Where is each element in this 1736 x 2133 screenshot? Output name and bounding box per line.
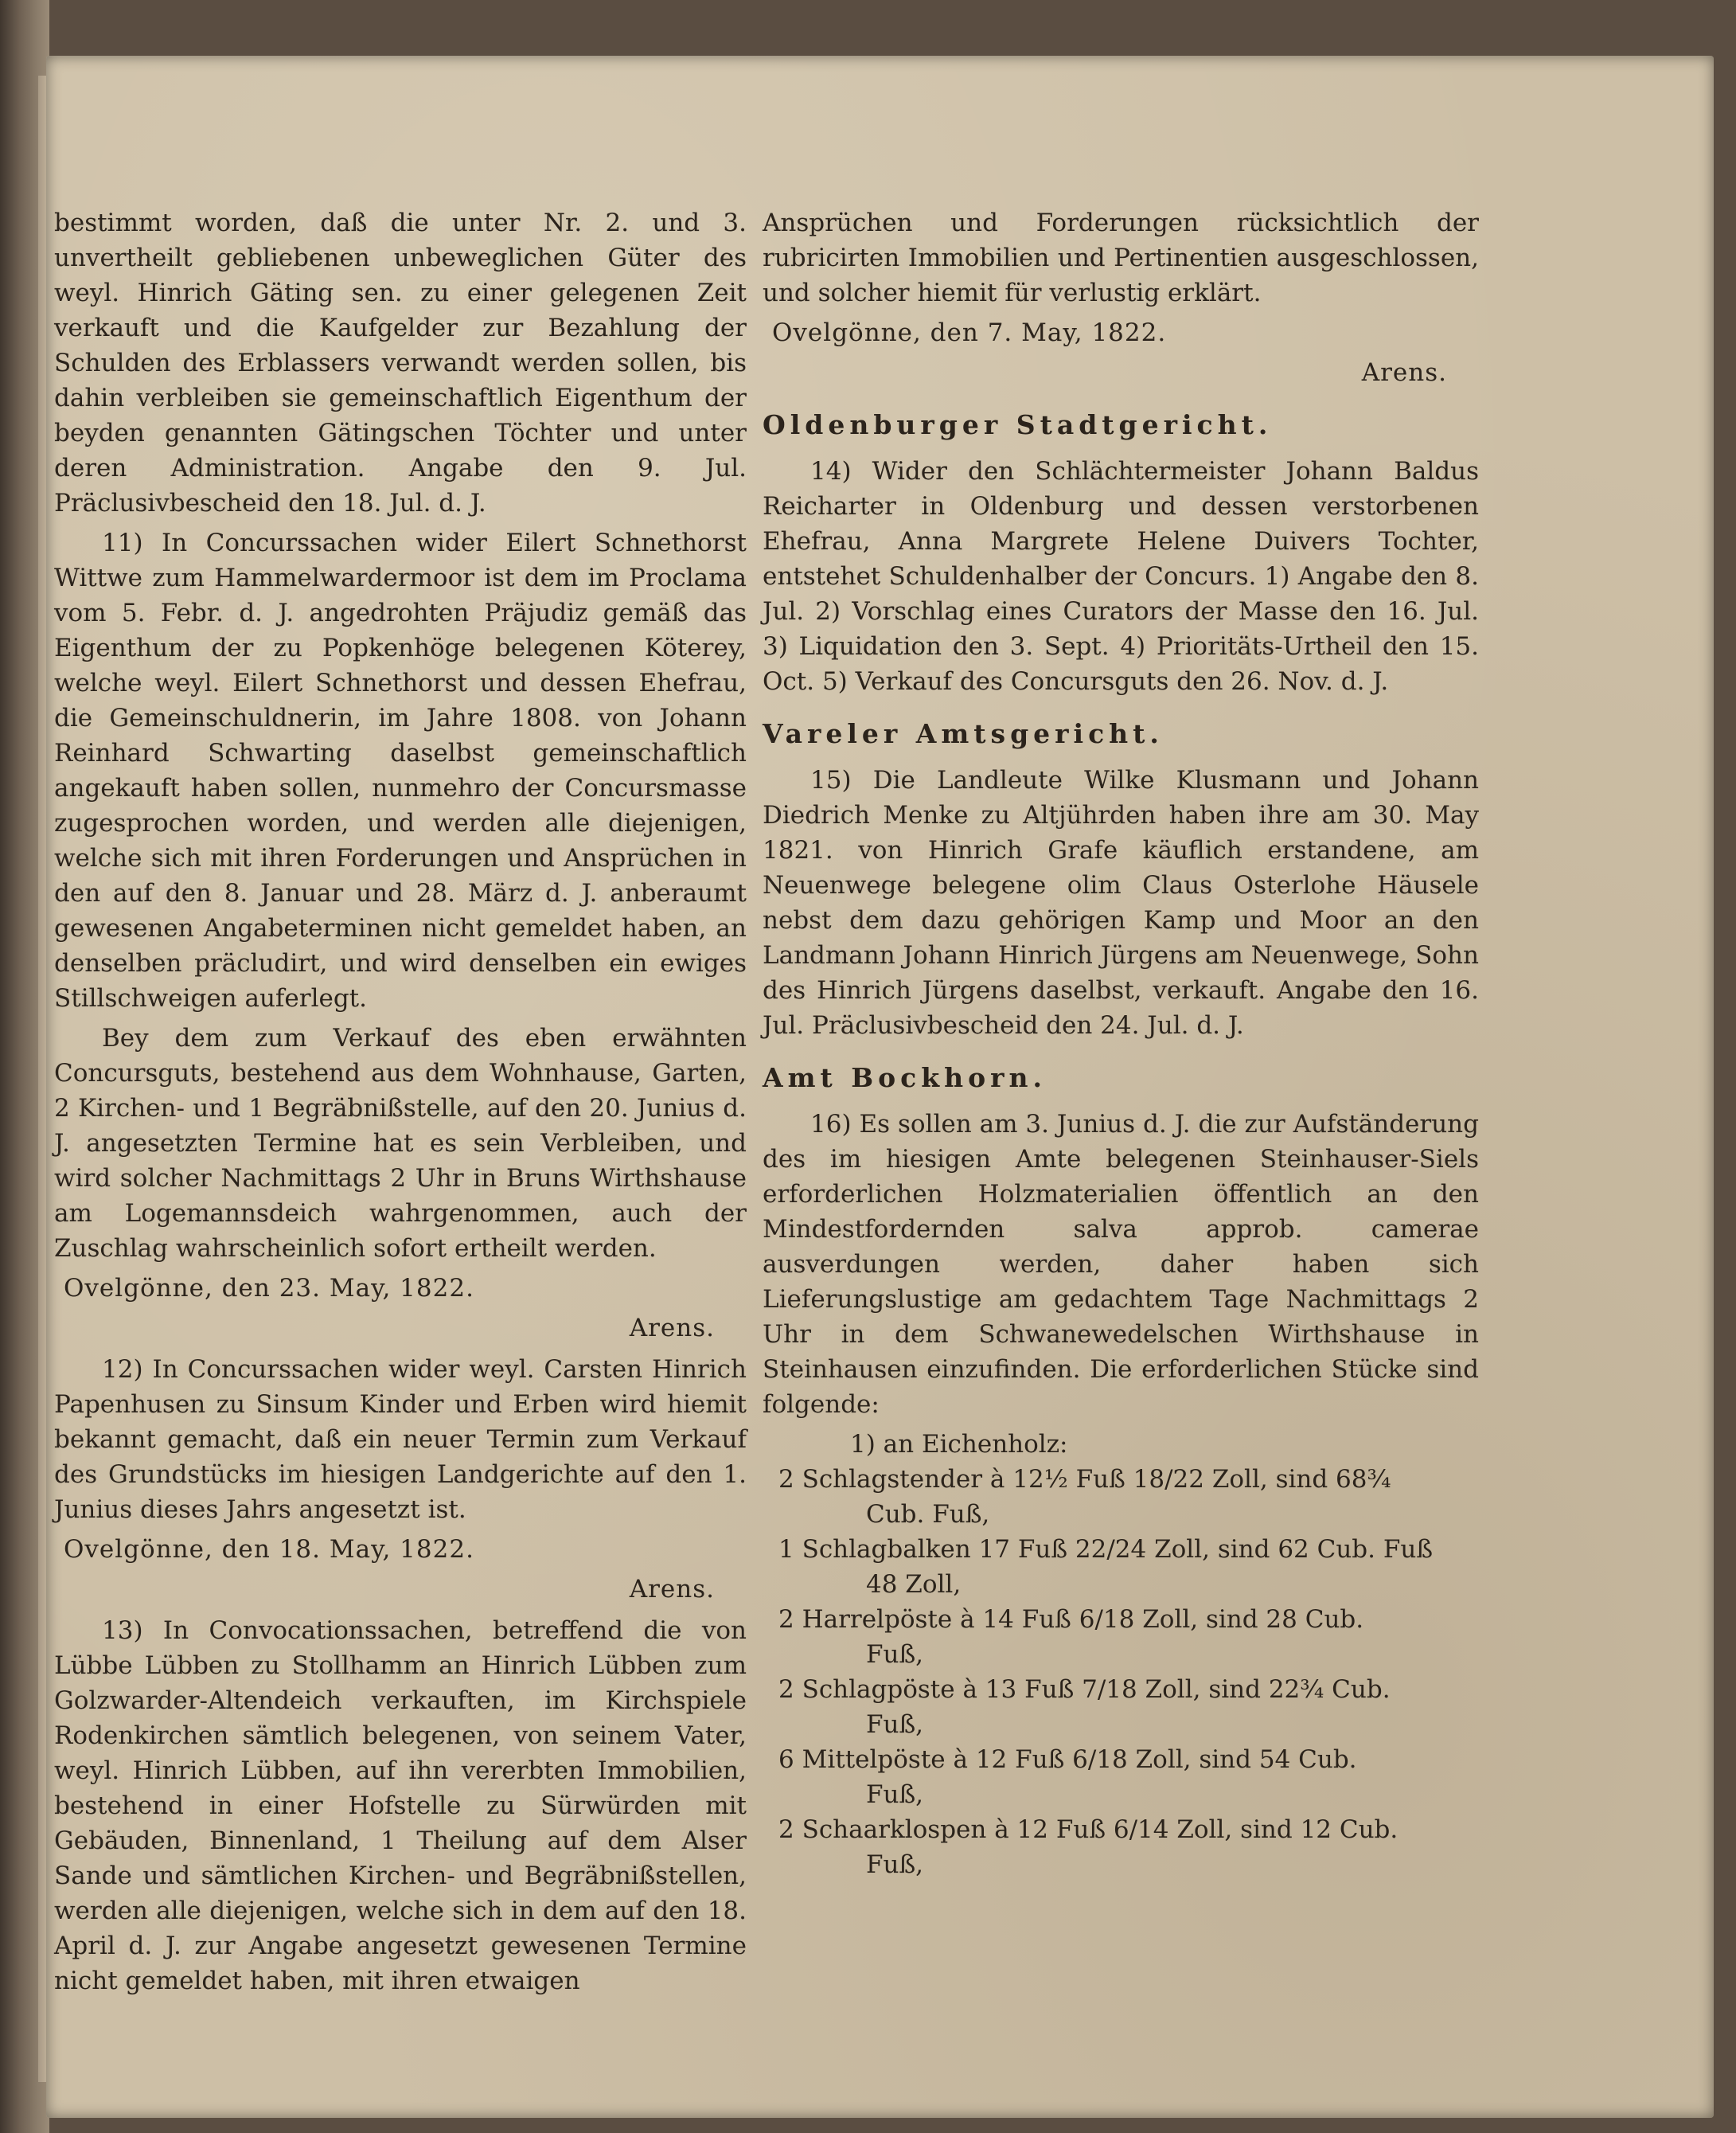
left-column: [46, 205, 747, 2003]
list-item-cont: Fuß,: [866, 1780, 924, 1809]
dateline-12: Ovelgönne, den 18. May, 1822.: [64, 1535, 474, 1564]
list-item: [778, 1602, 1479, 1672]
list-item-cont: 48 Zoll,: [866, 1570, 962, 1599]
list-item: [778, 1672, 1479, 1742]
para-11: 11) In Concurssachen wider Eilert Schnethorst Wittwe zum Hammelwardermoor ist dem im Proclama vom 5. Febr. d. J. angedrohten Präjudiz gemäß das Eigenthum der zu Popkenhöge belegenen Köterey, welche weyl. Eilert Schnethorst und dessen Ehefrau, die Gemeinschuldnerin, im Jahre 1808. von Johann Reinhard Schwarting daselbst gemeinschaftlich angekauft haben sollen, nunmehro der Concursmasse zugesprochen worden, und werden alle diejenigen, welche sich mit ihren Forderungen und Ansprüchen in den auf den 8. Januar und 28. März d. J. anberaumt gewesenen Angabeterminen nicht gemeldet haben, an denselben präcludirt, und wird denselben ein ewiges Stillschweigen auferlegt.: [54, 529, 747, 1013]
list-item-cont: Fuß,: [866, 1640, 924, 1669]
list-item-line: 2 Schaarklospen à 12 Fuß 6/14 Zoll, sind 12 Cub.: [778, 1815, 1399, 1844]
list-item-line: 2 Schlagstender à 12½ Fuß 18/22 Zoll, sind 68¾: [778, 1465, 1391, 1494]
list-item: [778, 1812, 1479, 1882]
para-13-cont: Ansprüchen und Forderungen rücksichtlich der rubricirten Immobilien und Pertinentien ausgeschlossen, und solcher hiemit für verlustig erklärt.: [763, 209, 1479, 307]
para-14: 14) Wider den Schlächtermeister Johann Baldus Reicharter in Oldenburg und dessen verstorbenen Ehefrau, Anna Margrete Helene Duivers Tochter, entstehet Schuldenhalber der Concurs. 1) Angabe den 8. Jul. 2) Vorschlag eines Curators der Masse den 16. Jul. 3) Liquidation den 3. Sept. 4) Prioritäts-Urtheil den 15. Oct. 5) Verkauf des Concursguts den 26. Nov. d. J.: [763, 457, 1479, 696]
list-item-line: 2 Schlagpöste à 13 Fuß 7/18 Zoll, sind 22¾ Cub.: [778, 1675, 1391, 1704]
list-item-line: 1 Schlagbalken 17 Fuß 22/24 Zoll, sind 62 Cub. Fuß: [778, 1535, 1434, 1564]
list-item-cont: Cub. Fuß,: [866, 1500, 990, 1529]
para-15: 15) Die Landleute Wilke Klusmann und Johann Diedrich Menke zu Altjührden haben ihre am 30. May 1821. von Hinrich Grafe käuflich erstandene, am Neuenwege belegene olim Claus Osterlohe Häusele nebst dem dazu gehörigen Kamp und Moor an den Landmann Johann Hinrich Jürgens am Neuenwege, Sohn des Hinrich Jürgens daselbst, verkauft. Angabe den 16. Jul. Präclusivbescheid den 24. Jul. d. J.: [763, 766, 1479, 1040]
right-column: [763, 205, 1479, 1882]
heading-oldenburg-stadtgericht: Oldenburger Stadtgericht.: [763, 409, 1273, 440]
list-item: [778, 1532, 1479, 1602]
list-item: [778, 1742, 1479, 1812]
para-13: 13) In Convocationssachen, betreffend die von Lübbe Lübben zu Stollhamm an Hinrich Lübben zum Golzwarder-Altendeich verkauften, im Kirchspiele Rodenkirchen sämtlich belegenen, von seinem Vater, weyl. Hinrich Lübben, auf ihn vererbten Immobilien, bestehend in einer Hofstelle zu Sürwürden mit Gebäuden, Binnenland, 1 Theilung auf dem Alser Sande und sämtlichen Kirchen- und Begräbnißstellen, werden alle diejenigen, welche sich in dem auf den 18. April d. J. zur Angabe angesetzt gewesenen Termine nicht gemeldet haben, mit ihren etwaigen: [54, 1616, 747, 1995]
para-16: 16) Es sollen am 3. Junius d. J. die zur Aufständerung des im hiesigen Amte belegenen Steinhauser-Siels erforderlichen Holzmaterialien öffentlich an den Mindestfordernden salva approb. camerae ausverdungen werden, daher haben sich Lieferungslustige am gedachtem Tage Nachmittags 2 Uhr in dem Schwanewedelschen Wirthshause in Steinhausen einzufinden. Die erforderlichen Stücke sind folgende:: [763, 1110, 1479, 1419]
para-12: 12) In Concurssachen wider weyl. Carsten Hinrich Papenhusen zu Sinsum Kinder und Erben wird hiemit bekannt gemacht, daß ein neuer Termin zum Verkauf des Grundstücks im hiesigen Landgerichte auf den 1. Junius dieses Jahrs angesetzt ist.: [54, 1355, 747, 1524]
list-item-line: 6 Mittelpöste à 12 Fuß 6/18 Zoll, sind 54 Cub.: [778, 1745, 1357, 1774]
list-item-cont: Fuß,: [866, 1710, 924, 1739]
heading-vareler-amtsgericht: Vareler Amtsgericht.: [763, 718, 1164, 749]
document-page: [46, 56, 1714, 2118]
list-item: [778, 1462, 1479, 1532]
signature-12: Arens.: [629, 1575, 715, 1604]
dateline-11: Ovelgönne, den 23. May, 1822.: [64, 1274, 474, 1303]
signature-13: Arens.: [1361, 358, 1447, 387]
dateline-13: Ovelgönne, den 7. May, 1822.: [772, 318, 1167, 347]
signature-11: Arens.: [629, 1314, 715, 1342]
list-title: 1) an Eichenholz:: [850, 1430, 1068, 1459]
para-intro: bestimmt worden, daß die unter Nr. 2. und 3. unvertheilt gebliebenen unbeweglichen Güter des weyl. Hinrich Gäting sen. zu einer gelegenen Zeit verkauft und die Kaufgelder zur Bezahlung der Schulden des Erblassers verwandt werden sollen, bis dahin verbleiben sie gemeinschaftlich Eigenthum der beyden genannten Gätingschen Töchter und unter deren Administration. Angabe den 9. Jul. Präclusivbescheid den 18. Jul. d. J.: [54, 209, 747, 518]
para-11b: Bey dem zum Verkauf des eben erwähnten Concursguts, bestehend aus dem Wohnhause, Garten, 2 Kirchen- und 1 Begräbnißstelle, auf den 20. Junius d. J. angesetzten Termine hat es sein Verbleiben, und wird solcher Nachmittags 2 Uhr in Bruns Wirthshause am Logemannsdeich wahrgenommen, auch der Zuschlag wahrscheinlich sofort ertheilt werden.: [54, 1024, 747, 1263]
timber-list: [778, 1462, 1479, 1882]
heading-amt-bockhorn: Amt Bockhorn.: [763, 1062, 1047, 1093]
list-item-cont: Fuß,: [866, 1850, 924, 1879]
list-item-line: 2 Harrelpöste à 14 Fuß 6/18 Zoll, sind 28 Cub.: [778, 1605, 1364, 1634]
